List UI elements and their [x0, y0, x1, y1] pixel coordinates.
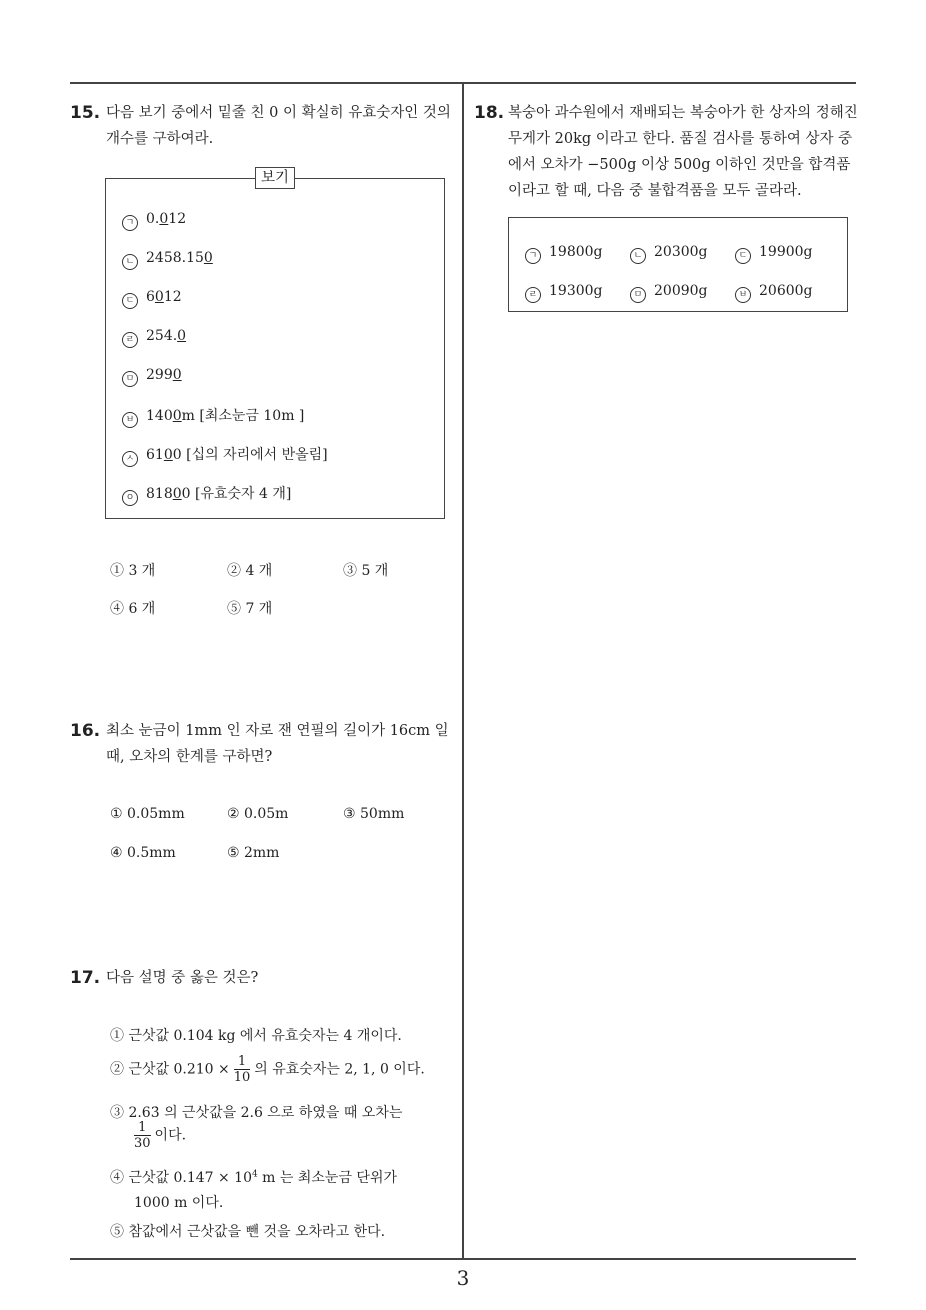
q16-choice[interactable]: ② 0.05m: [227, 806, 289, 822]
q16-choice[interactable]: ⑤ 2mm: [227, 845, 280, 861]
q17-text: 다음 설명 중 옳은 것은?: [106, 970, 259, 986]
q16-choice[interactable]: ③ 50mm: [343, 806, 405, 822]
bottom-rule: [70, 1258, 856, 1260]
q15-choice[interactable]: ⑤ 7 개: [227, 601, 273, 617]
q17-c3-fraction: $\frac{1}{30}$: [134, 1120, 151, 1151]
q15-number: 15.: [70, 103, 101, 123]
q18-item: ㄱ 19800g: [525, 244, 603, 264]
q17-choice-3[interactable]: ③ 2.63̇ 의 근삿값을 2.6 으로 하였을 때 오차는: [110, 1105, 403, 1121]
q15-item: ㄱ 0.012: [122, 211, 186, 231]
q18-item: ㅂ 20600g: [735, 283, 813, 303]
q16-choice[interactable]: ① 0.05mm: [110, 806, 185, 822]
q17-choice-3-cont: $\frac{1}{30}$ 이다.: [134, 1120, 187, 1151]
q18-number: 18.: [474, 103, 505, 123]
q18-item: ㄷ 19900g: [735, 244, 813, 264]
q15-text: 다음 보기 중에서 밑줄 친 0 이 확실히 유효숫자인 것의 개수를 구하여라.: [106, 105, 451, 147]
q15-item: ㄷ 6012: [122, 289, 182, 309]
q17-c2-fraction: $\frac{1}{10}$: [233, 1054, 251, 1085]
q17-choice-4-cont: 1000 m 이다.: [134, 1195, 224, 1211]
q18-item: ㄴ 20300g: [630, 244, 708, 264]
q17-choice-5[interactable]: ⑤ 참값에서 근삿값을 뺀 것을 오차라고 한다.: [110, 1224, 386, 1240]
q16-number: 16.: [70, 721, 101, 741]
q15-item: ㄴ 2458.150: [122, 250, 213, 270]
q18-text: 복숭아 과수원에서 재배되는 복숭아가 한 상자의 정해진 무게가 20kg 이라고 한다. 품질 검사를 통하여 상자 중에서 오차가 −500g 이상 500g 이하인 것만을 합격품이라고 할 때, 다음 중 불합격품을 모두 골라라.: [508, 105, 858, 199]
q15-choice[interactable]: ① 3 개: [110, 563, 156, 579]
q18-item: ㄹ 19300g: [525, 283, 603, 303]
q16-choice[interactable]: ④ 0.5mm: [110, 845, 176, 861]
q15-item: ㅂ 1400m [최소눈금 10m ]: [122, 405, 304, 428]
q15-item: ㅇ 81800 [유효숫자 4 개]: [122, 483, 291, 506]
page-number: 3: [456, 1266, 470, 1290]
q15-choice[interactable]: ② 4 개: [227, 563, 273, 579]
q15-choice[interactable]: ③ 5 개: [343, 563, 389, 579]
q17-choice-1[interactable]: ① 근삿값 0.104 kg 에서 유효숫자는 4 개이다.: [110, 1028, 402, 1044]
q18-item: ㅁ 20090g: [630, 283, 708, 303]
column-divider: [462, 82, 464, 1259]
q17-number: 17.: [70, 968, 101, 988]
q16-text: 최소 눈금이 1mm 인 자로 잰 연필의 길이가 16cm 일 때, 오차의 한계를 구하면?: [106, 723, 449, 765]
q17-choice-2[interactable]: ② 근삿값 0.210 × $\frac{1}{10}$ 의 유효숫자는 2, 1, 0 이다.: [110, 1054, 425, 1085]
q15-item: ㅅ 6100 [십의 자리에서 반올림]: [122, 444, 328, 467]
q15-item: ㅁ 2990: [122, 367, 182, 387]
q15-item: ㄹ 254.0: [122, 328, 186, 348]
q15-choice[interactable]: ④ 6 개: [110, 601, 156, 617]
q17-choice-4[interactable]: ④ 근삿값 $0.147 \times 10^4$ m 는 최소눈금 단위가: [110, 1169, 398, 1186]
q15-box-label: 보기: [255, 167, 295, 189]
